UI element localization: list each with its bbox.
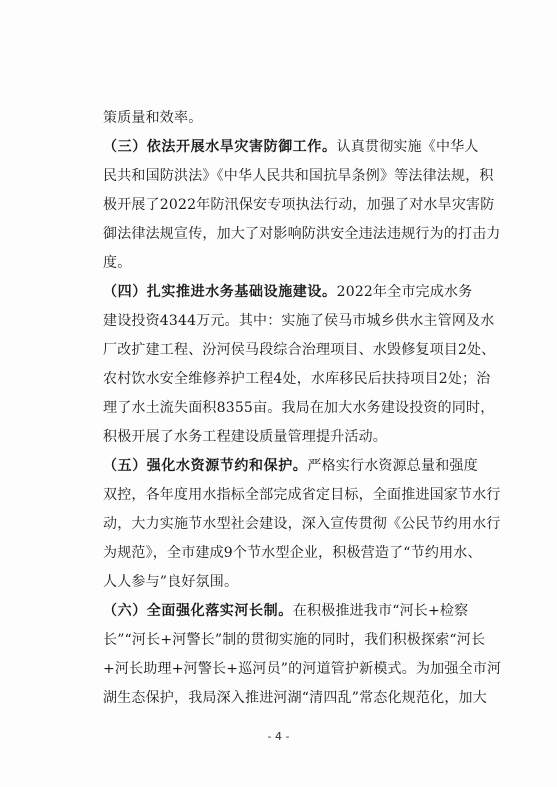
- text-line: [103, 220, 501, 249]
- text-line: [103, 510, 501, 539]
- paragraph-first-line: [103, 133, 479, 162]
- text-span: 人人参与”良好氛围。: [103, 574, 239, 590]
- paragraph-first-line: [103, 597, 469, 626]
- text-line: [103, 307, 495, 336]
- body-text: [103, 104, 502, 713]
- text-span: 在积极推进我市“河长+检察: [292, 603, 469, 619]
- text-line: [103, 626, 486, 655]
- text-line: [103, 423, 455, 452]
- text-span: 理了水土流失面积8355亩。我局在加大水务建设投资的同时，: [103, 400, 495, 416]
- text-line: [103, 365, 491, 394]
- text-span: 湖生态保护，我局深入推进河湖“清四乱”常态化规范化，加大: [103, 690, 487, 706]
- text-span: 动，大力实施节水型社会建设，深入宣传贯彻《公民节约用水行: [103, 516, 501, 532]
- text-span: 御法律法规宣传，加大了对影响防洪安全违法违规行为的打击力: [103, 226, 501, 242]
- paragraph-first-line: [103, 278, 473, 307]
- text-span: 长”“河长+河警长”制的贯彻实施的同时，我们积极探索“河长: [103, 632, 486, 648]
- text-line: [103, 481, 501, 510]
- text-span: 建设投资4344万元。其中：实施了侯马市城乡供水主管网及水: [103, 313, 495, 329]
- text-span: 认真贯彻实施《中华人: [336, 139, 479, 155]
- text-line: [103, 655, 502, 684]
- text-line: [103, 394, 495, 423]
- text-span: +河长助理+河警长+巡河员”的河道管护新模式。为加强全市河: [103, 661, 502, 677]
- text-span: 农村饮水安全维修养护工程4处，水库移民后扶持项目2处；治: [103, 371, 491, 387]
- text-span: 极开展了2022年防汛保安专项执法行动，加强了对水旱灾害防: [103, 197, 495, 213]
- section-heading-5: （五）强化水资源节约和保护。: [103, 458, 308, 474]
- text-span: 双控，各年度用水指标全部完成省定目标，全面推进国家节水行: [103, 487, 501, 503]
- section-heading-3: （三）依法开展水旱灾害防御工作。: [103, 139, 337, 155]
- text-line: [103, 104, 455, 133]
- section-heading-4: （四）扎实推进水务基础设施建设。: [103, 284, 337, 300]
- text-line: [103, 539, 482, 568]
- paragraph-first-line: [103, 452, 478, 481]
- text-span: 严格实行水资源总量和强度: [307, 458, 478, 474]
- page-number: - 4 -: [267, 730, 290, 743]
- text-line: [103, 568, 455, 597]
- section-heading-6: （六）全面强化落实河长制。: [103, 603, 293, 619]
- text-line: [103, 162, 494, 191]
- text-line: [103, 336, 496, 365]
- text-line: [103, 191, 495, 220]
- text-span: 民共和国防洪法》《中华人民共和国抗旱条例》等法律法规，积: [103, 168, 494, 184]
- text-line: [103, 684, 487, 713]
- text-span: 2022年全市完成水务: [336, 284, 473, 300]
- text-span: 度。: [103, 255, 132, 271]
- text-span: 为规范》，全市建成9个节水型企业，积极营造了“节约用水、: [103, 545, 482, 561]
- text-span: 积极开展了水务工程建设质量管理提升活动。: [103, 429, 387, 445]
- text-span: 策质量和效率。: [103, 110, 203, 126]
- text-span: 厂改扩建工程、汾河侯马段综合治理项目、水毁修复项目2处、: [103, 342, 496, 358]
- text-line: [103, 249, 455, 278]
